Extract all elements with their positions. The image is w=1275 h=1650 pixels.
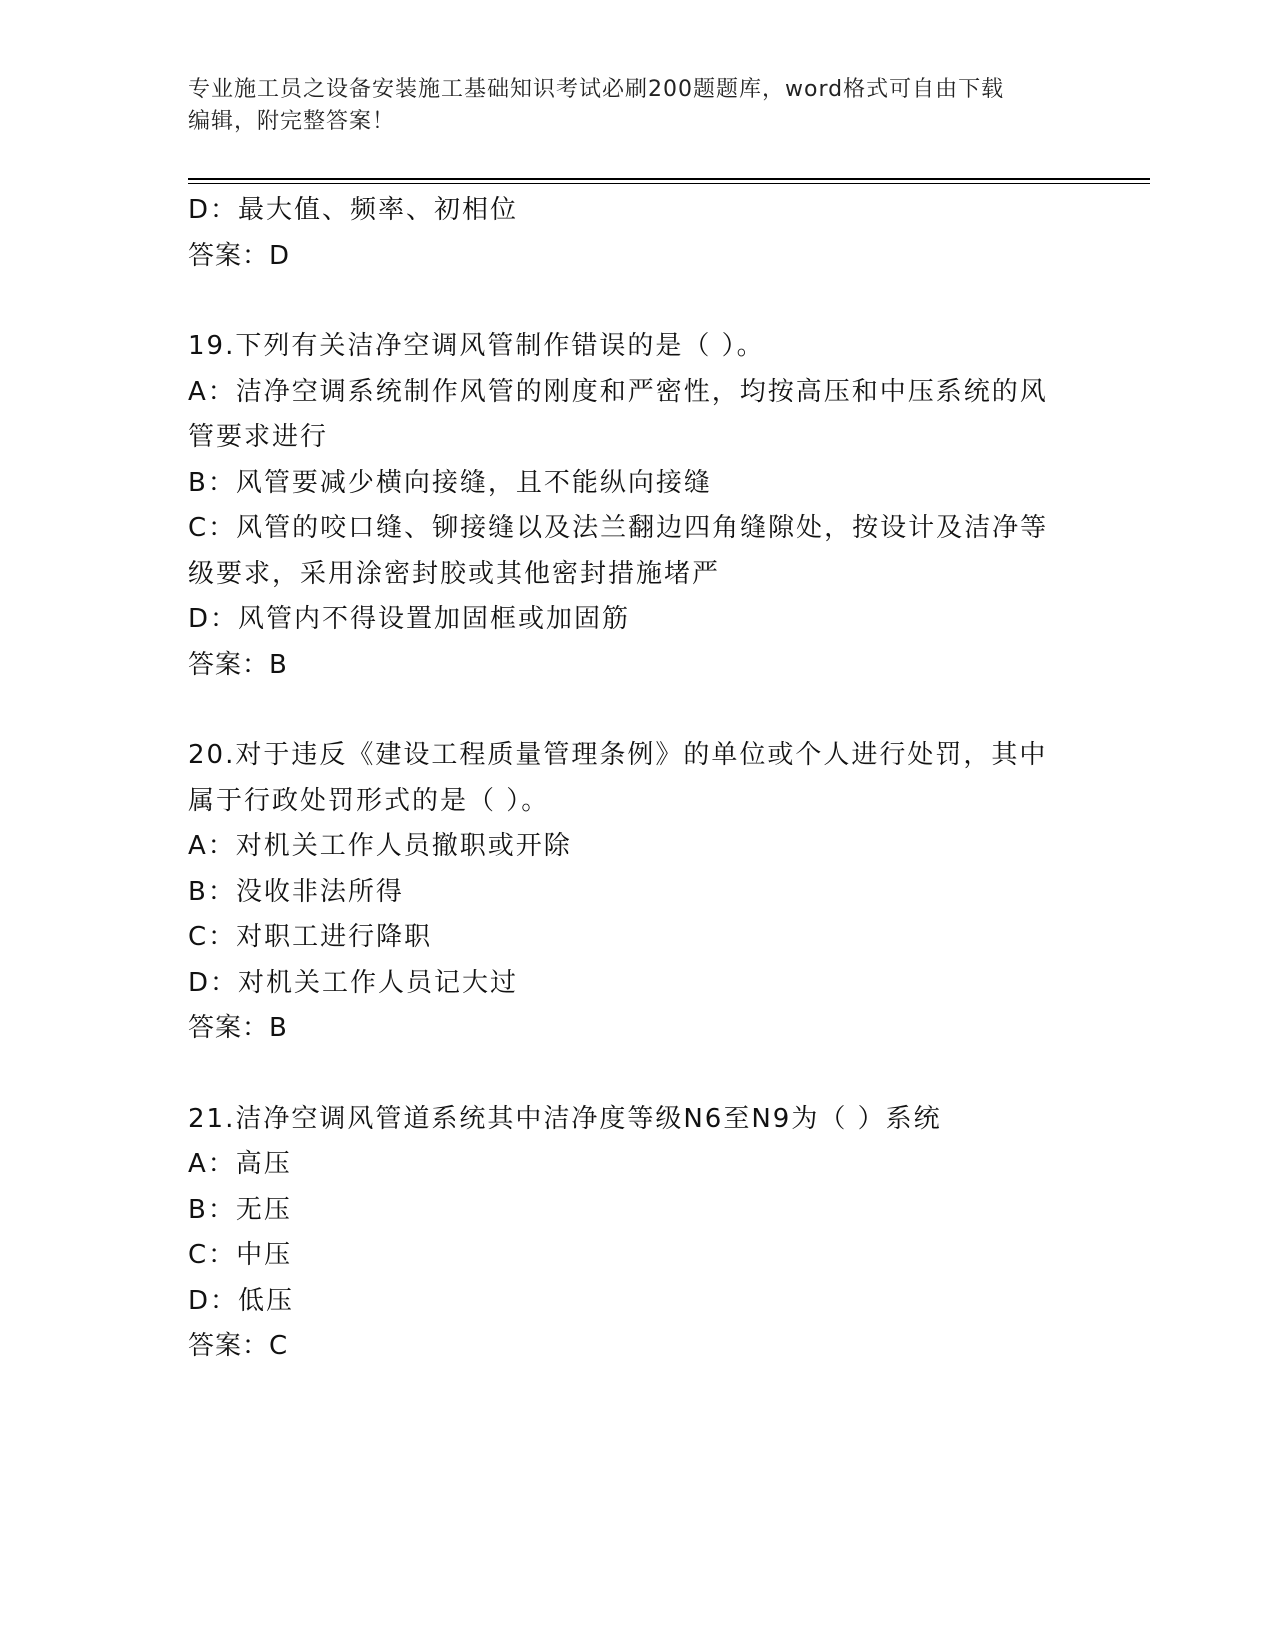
answer-line: 答案：C: [188, 1331, 289, 1361]
option-b: B：无压: [188, 1194, 292, 1225]
question-stem: 20.对于违反《建设工程质量管理条例》的单位或个人进行处罚，其中: [188, 740, 1048, 770]
header-line-1: 专业施工员之设备安装施工基础知识考试必刷200题题库，word格式可自由下载: [188, 77, 1005, 102]
answer-line: 答案：D: [188, 240, 291, 271]
option-a: A：对机关工作人员撤职或开除: [188, 831, 572, 861]
question-block: [188, 733, 1088, 1052]
block-spacer: [188, 688, 1088, 733]
option-d: D：低压: [188, 1285, 295, 1316]
question-stem: 19.下列有关洁净空调风管制作错误的是（ ）。: [188, 331, 765, 361]
question-block: [188, 188, 1088, 279]
option-c: C：中压: [188, 1240, 293, 1270]
question-block: [188, 324, 1088, 688]
option-b: B：风管要减少横向接缝，且不能纵向接缝: [188, 467, 712, 498]
option-c: C：风管的咬口缝、铆接缝以及法兰翻边四角缝隙处，按设计及洁净等: [188, 513, 1049, 543]
option-a: A：高压: [188, 1149, 292, 1179]
option-b: B：没收非法所得: [188, 876, 404, 907]
question-stem-continued: 属于行政处罚形式的是（ ）。: [188, 785, 550, 816]
answer-line: 答案：B: [188, 649, 288, 680]
header-divider-thin: [188, 183, 1150, 184]
answer-line: 答案：B: [188, 1013, 288, 1043]
question-block: [188, 1097, 1088, 1370]
question-stem: 21.洁净空调风管道系统其中洁净度等级N6至N9为（ ）系统: [188, 1103, 942, 1134]
option-d: D：最大值、频率、初相位: [188, 195, 519, 225]
question-content: [188, 188, 1088, 1370]
option-d: D：风管内不得设置加固框或加固筋: [188, 604, 631, 634]
header-divider: [188, 178, 1150, 180]
header-line-2: 编辑，附完整答案！: [188, 109, 396, 134]
block-spacer: [188, 1052, 1088, 1097]
option-c: C：对职工进行降职: [188, 922, 433, 952]
option-c-continued: 级要求，采用涂密封胶或其他密封措施堵严: [188, 558, 721, 589]
option-a: A：洁净空调系统制作风管的刚度和严密性，均按高压和中压系统的风: [188, 376, 1048, 407]
option-d: D：对机关工作人员记大过: [188, 967, 519, 998]
page-header: [188, 74, 1088, 138]
block-spacer: [188, 279, 1088, 324]
option-a-continued: 管要求进行: [188, 422, 329, 452]
